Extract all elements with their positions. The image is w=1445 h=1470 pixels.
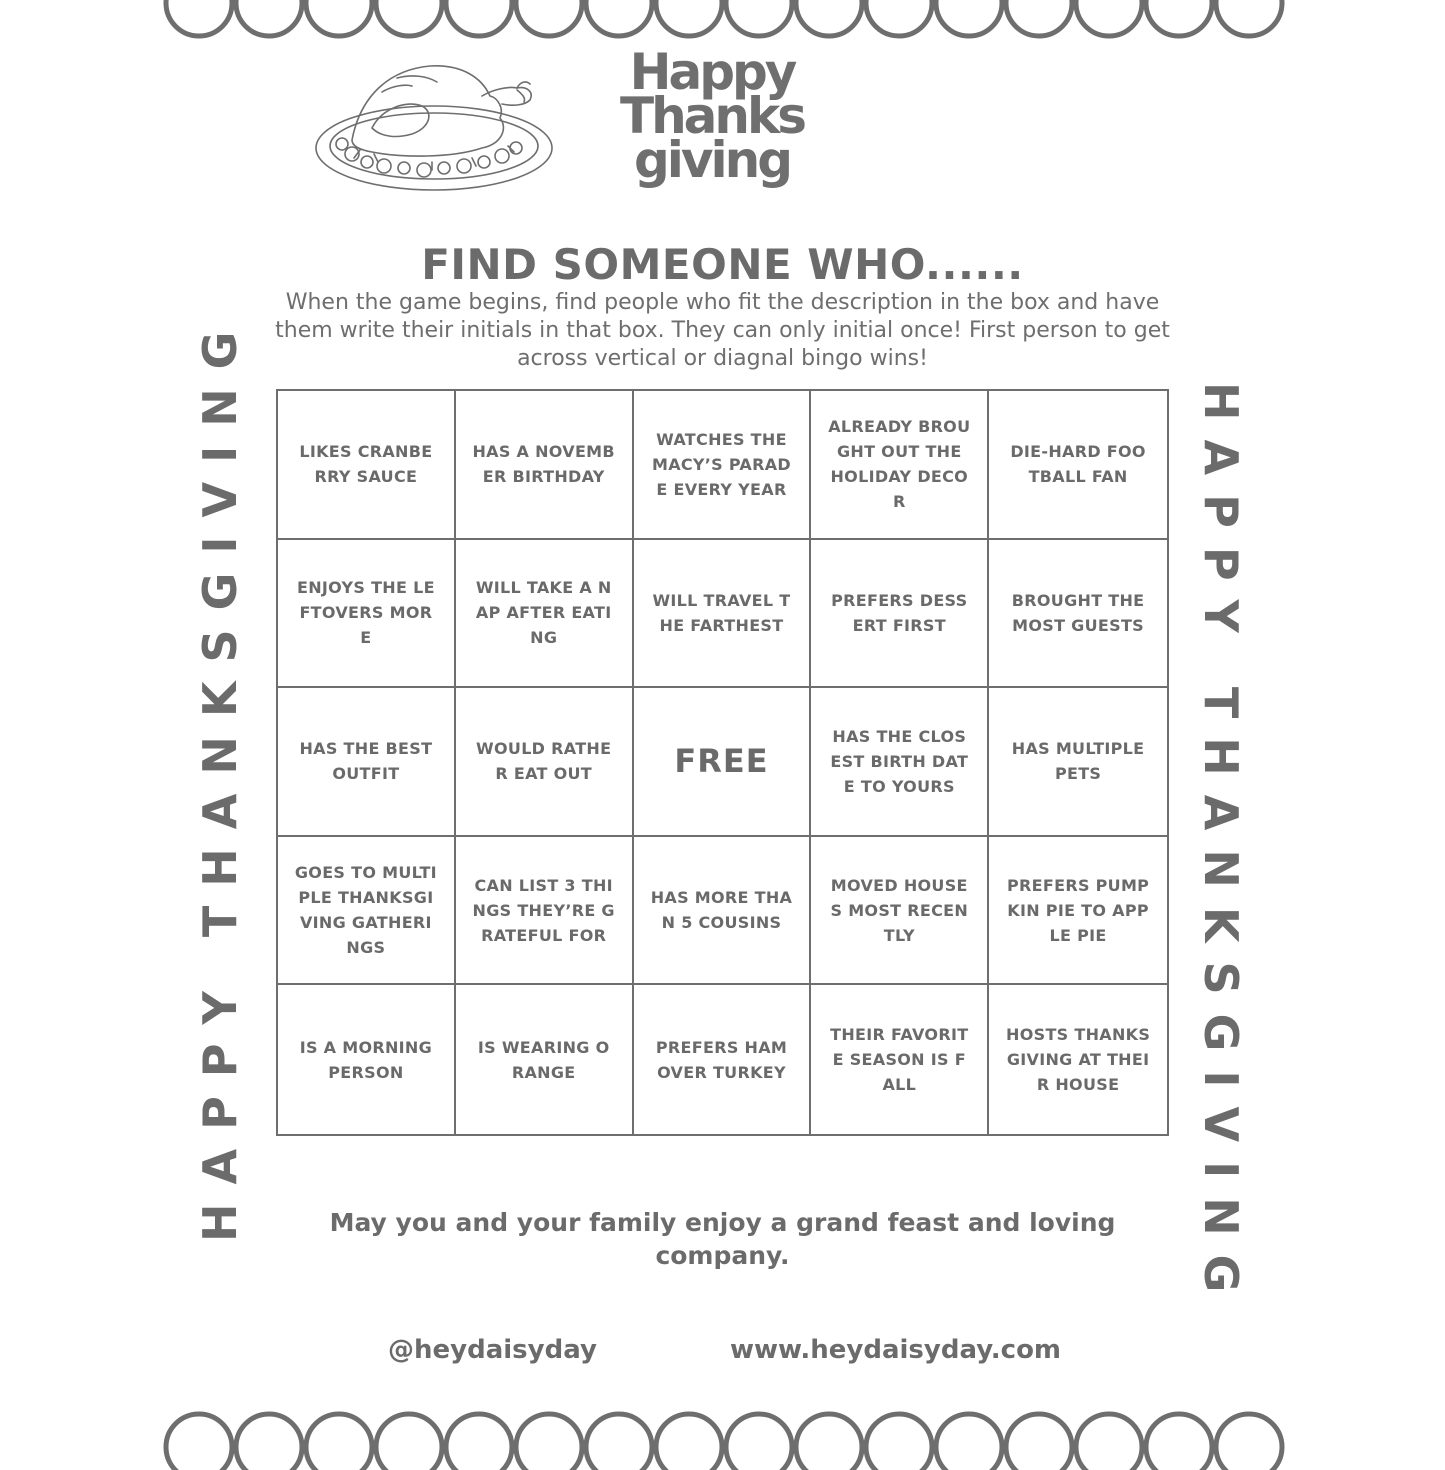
- bingo-cell[interactable]: MOVED HOUSES MOST RECENTLY: [811, 837, 989, 986]
- bingo-cell[interactable]: HAS THE BEST OUTFIT: [278, 688, 456, 837]
- side-banner-right: HAPPY THANKSGIVING: [1194, 382, 1248, 1312]
- bingo-cell[interactable]: LIKES CRANBERRY SAUCE: [278, 391, 456, 540]
- bingo-cell[interactable]: GOES TO MULTIPLE THANKSGIVING GATHERINGS: [278, 837, 456, 986]
- bingo-cell[interactable]: HAS MULTIPLE PETS: [989, 688, 1167, 837]
- bottom-scallop-border: [0, 1410, 1445, 1470]
- bingo-cell[interactable]: IS A MORNING PERSON: [278, 985, 456, 1134]
- website-link[interactable]: www.heydaisyday.com: [730, 1335, 1062, 1365]
- title-line-1: Happy: [629, 43, 795, 101]
- bingo-cell[interactable]: BROUGHT THE MOST GUESTS: [989, 540, 1167, 689]
- find-someone-heading: FIND SOMEONE WHO......: [421, 240, 1024, 289]
- bingo-cell[interactable]: HAS A NOVEMBER BIRTHDAY: [456, 391, 634, 540]
- bingo-cell[interactable]: HAS MORE THAN 5 COUSINS: [634, 837, 812, 986]
- bingo-cell[interactable]: PREFERS DESSERT FIRST: [811, 540, 989, 689]
- bingo-cell[interactable]: PREFERS PUMPKIN PIE TO APPLE PIE: [989, 837, 1167, 986]
- bingo-cell[interactable]: WILL TRAVEL THE FARTHEST: [634, 540, 812, 689]
- game-instructions: When the game begins, find people who fit the description in the box and have them write their initials in that box. They can only initial once! First person to get across vertical or diagnal bingo wins!: [275, 290, 1170, 371]
- bingo-cell[interactable]: ALREADY BROUGHT OUT THE HOLIDAY DECOR: [811, 391, 989, 540]
- title-line-3: giving: [633, 131, 791, 189]
- happy-thanksgiving-title: [596, 43, 828, 189]
- bingo-cell[interactable]: WOULD RATHER EAT OUT: [456, 688, 634, 837]
- bingo-cell[interactable]: HOSTS THANKSGIVING AT THEIR HOUSE: [1006, 1025, 1151, 1095]
- bingo-cell[interactable]: DIE-HARD FOOTBALL FAN: [989, 391, 1167, 540]
- side-banner-left: HAPPY THANKSGIVING: [193, 312, 247, 1242]
- bingo-free-cell[interactable]: FREE: [634, 688, 812, 837]
- bingo-grid: [276, 389, 1169, 1136]
- closing-message: May you and your family enjoy a grand feast and loving company.: [329, 1208, 1116, 1270]
- bingo-cell[interactable]: PREFERS HAM OVER TURKEY: [634, 985, 812, 1134]
- bingo-cell[interactable]: WATCHES THE MACY’S PARADE EVERY YEAR: [634, 391, 812, 540]
- bingo-cell[interactable]: WILL TAKE A NAP AFTER EATING: [456, 540, 634, 689]
- bingo-cell[interactable]: IS WEARING ORANGE: [456, 985, 634, 1134]
- roast-turkey-illustration: [312, 58, 557, 196]
- bingo-cell[interactable]: HAS THE CLOSEST BIRTH DATE TO YOURS: [811, 688, 989, 837]
- bingo-cell[interactable]: ENJOYS THE LEFTOVERS MORE: [278, 540, 456, 689]
- bingo-cell[interactable]: THEIR FAVORITE SEASON IS FALL: [811, 985, 989, 1134]
- title-line-2: Thanks: [619, 87, 805, 145]
- social-handle: @heydaisyday: [388, 1335, 597, 1365]
- bingo-cell[interactable]: CAN LIST 3 THINGS THEY’RE GRATEFUL FOR: [456, 837, 634, 986]
